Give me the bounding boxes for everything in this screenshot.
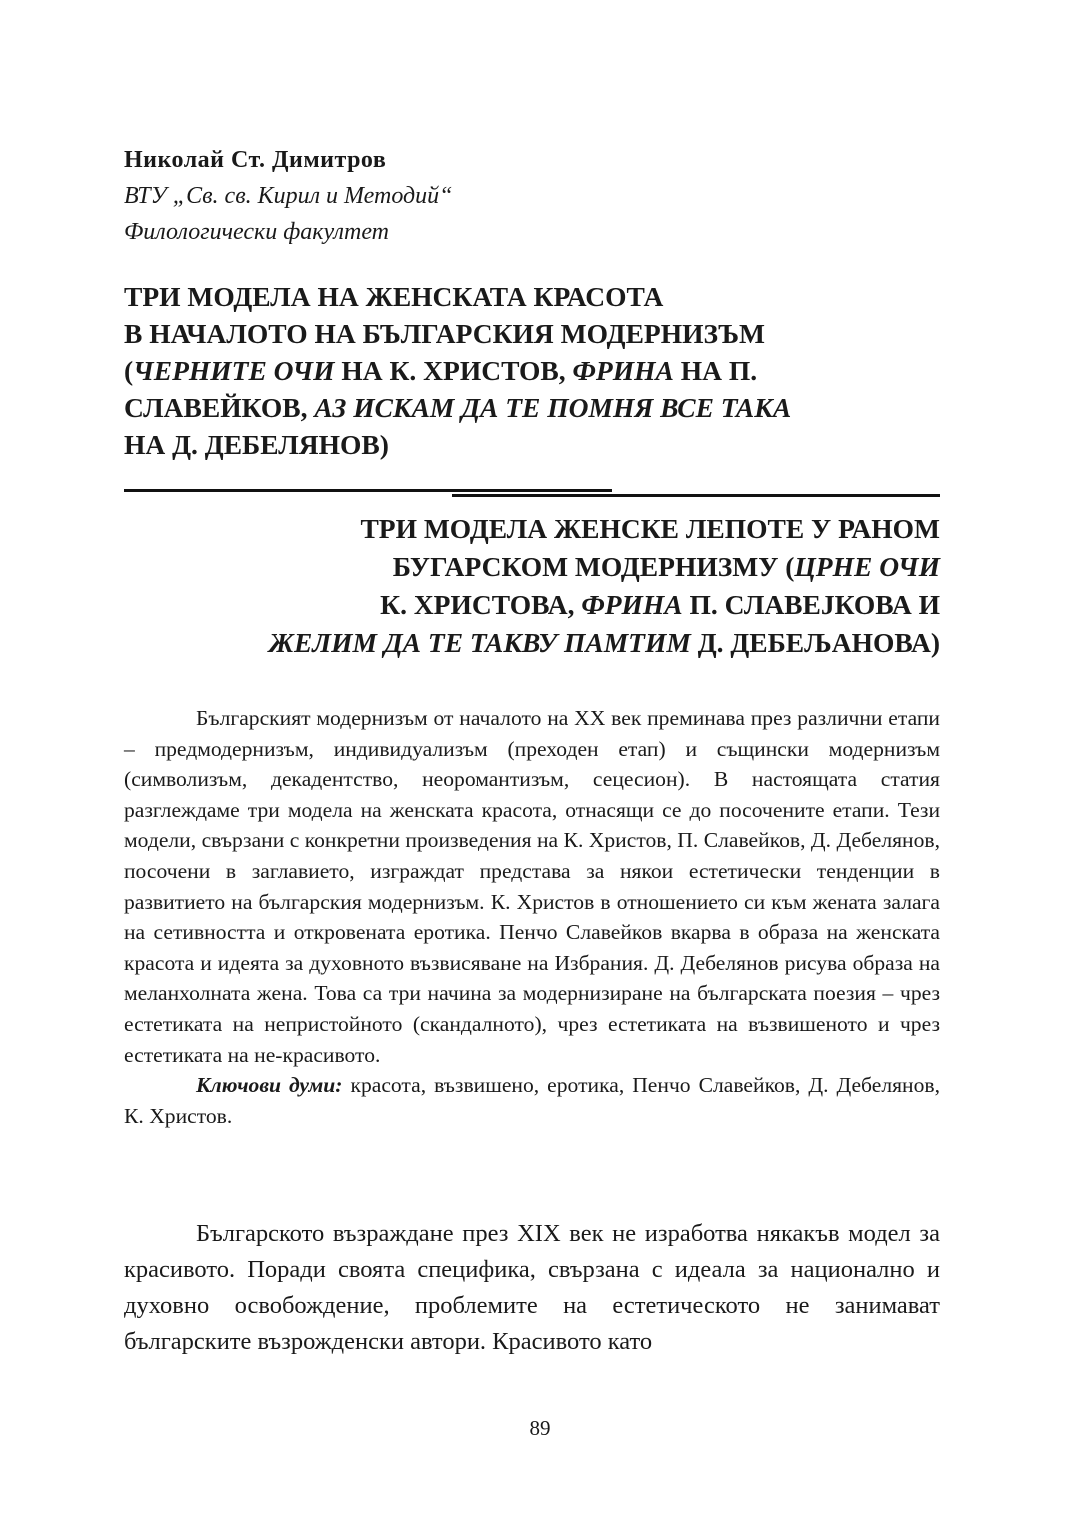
- article-title-bulgarian: [124, 278, 944, 463]
- article-title-serbian: [124, 510, 940, 662]
- work-title-crne-oci: ЦРНЕ ОЧИ: [794, 551, 940, 582]
- title-bg-line-3: (ЧЕРНИТЕ ОЧИ НА К. ХРИСТОВ, ФРИНА НА П.: [124, 355, 758, 386]
- title-bg-line-4: СЛАВЕЙКОВ, АЗ ИСКАМ ДА ТЕ ПОМНЯ ВСЕ ТАКА: [124, 392, 792, 423]
- title-divider-left: [124, 489, 612, 492]
- keywords: [124, 1070, 940, 1131]
- author-affiliation-faculty: Филологически факултет: [124, 219, 389, 245]
- keywords-label: Ключови думи:: [196, 1073, 343, 1098]
- article-body: [124, 1216, 940, 1360]
- author-name: Николай Ст. Димитров: [124, 147, 387, 173]
- work-title-zelim: ЖЕЛИМ ДА ТЕ ТАКВУ ПАМТИМ: [268, 627, 691, 658]
- abstract-text: Българският модернизъм от началото на ХХ век преминава през различни етапи – предмодернизъм, индивидуализъм (преходен етап) и същински модернизъм (символизъм, декадентство, неоромантизъм, сецесион). В настоящата статия разглеждаме три модела на женската красота, отнасящи се до посочените етапи. Тези модели, свързани с конкретни произведения на К. Христов, П. Славейков, Д. Дебелянов, посочени в заглавието, изграждат представа за някои естетически тенденции в развитието на българския модернизъм. К. Христов в отношението си към жената залага на сетивността и откровената еротика. Пенчо Славейков вкарва в образа на женската красота и идеята за духовното възвисяване на Избрания. Д. Дебелянов рисува образа на меланхолната жена. Това са три начина за модернизиране на българската поезия – чрез естетиката на непристойното (скандалното), чрез естетиката на възвишеното и чрез естетиката на не-красивото.: [124, 706, 940, 1067]
- title-divider-right: [452, 494, 940, 497]
- author-block: [124, 142, 453, 250]
- keywords-list: красота, възвишено, еротика, Пенчо Славейков, Д. Дебелянов, К. Христов.: [124, 1073, 940, 1128]
- work-title-frina-sr: ФРИНА: [581, 589, 683, 620]
- work-title-black-eyes: ЧЕРНИТЕ ОЧИ: [133, 355, 335, 386]
- title-bg-line-1: ТРИ МОДЕЛА НА ЖЕНСКАТА КРАСОТА: [124, 281, 664, 312]
- work-title-remember: АЗ ИСКАМ ДА ТЕ ПОМНЯ ВСЕ ТАКА: [314, 392, 792, 423]
- work-title-frina: ФРИНА: [572, 355, 674, 386]
- title-bg-line-5: НА Д. ДЕБЕЛЯНОВ): [124, 429, 389, 460]
- body-paragraph-1: Българското възраждане през ХІХ век не изработва някакъв модел за красивото. Поради своята специфика, свързана с идеала за национално и духовно освобождение, проблемите на естетическото не занимават българските възрожденски автори. Красивото като: [124, 1220, 940, 1355]
- author-affiliation-university: ВТУ „Св. св. Кирил и Методий“: [124, 183, 453, 209]
- title-bg-line-2: В НАЧАЛОТО НА БЪЛГАРСКИЯ МОДЕРНИЗЪМ: [124, 318, 765, 349]
- title-sr-line-2: БУГАРСКОМ МОДЕРНИЗМУ (ЦРНЕ ОЧИ: [392, 551, 940, 582]
- title-sr-line-1: ТРИ МОДЕЛА ЖЕНСКЕ ЛЕПОТЕ У РАНОМ: [360, 513, 940, 544]
- title-sr-line-3: К. ХРИСТОВА, ФРИНА П. СЛАВЕЈКОВА И: [380, 589, 940, 620]
- page-number: 89: [529, 1416, 551, 1440]
- title-sr-line-4: ЖЕЛИМ ДА ТЕ ТАКВУ ПАМТИМ Д. ДЕБЕЉАНОВА): [268, 627, 940, 658]
- abstract: [124, 703, 940, 1131]
